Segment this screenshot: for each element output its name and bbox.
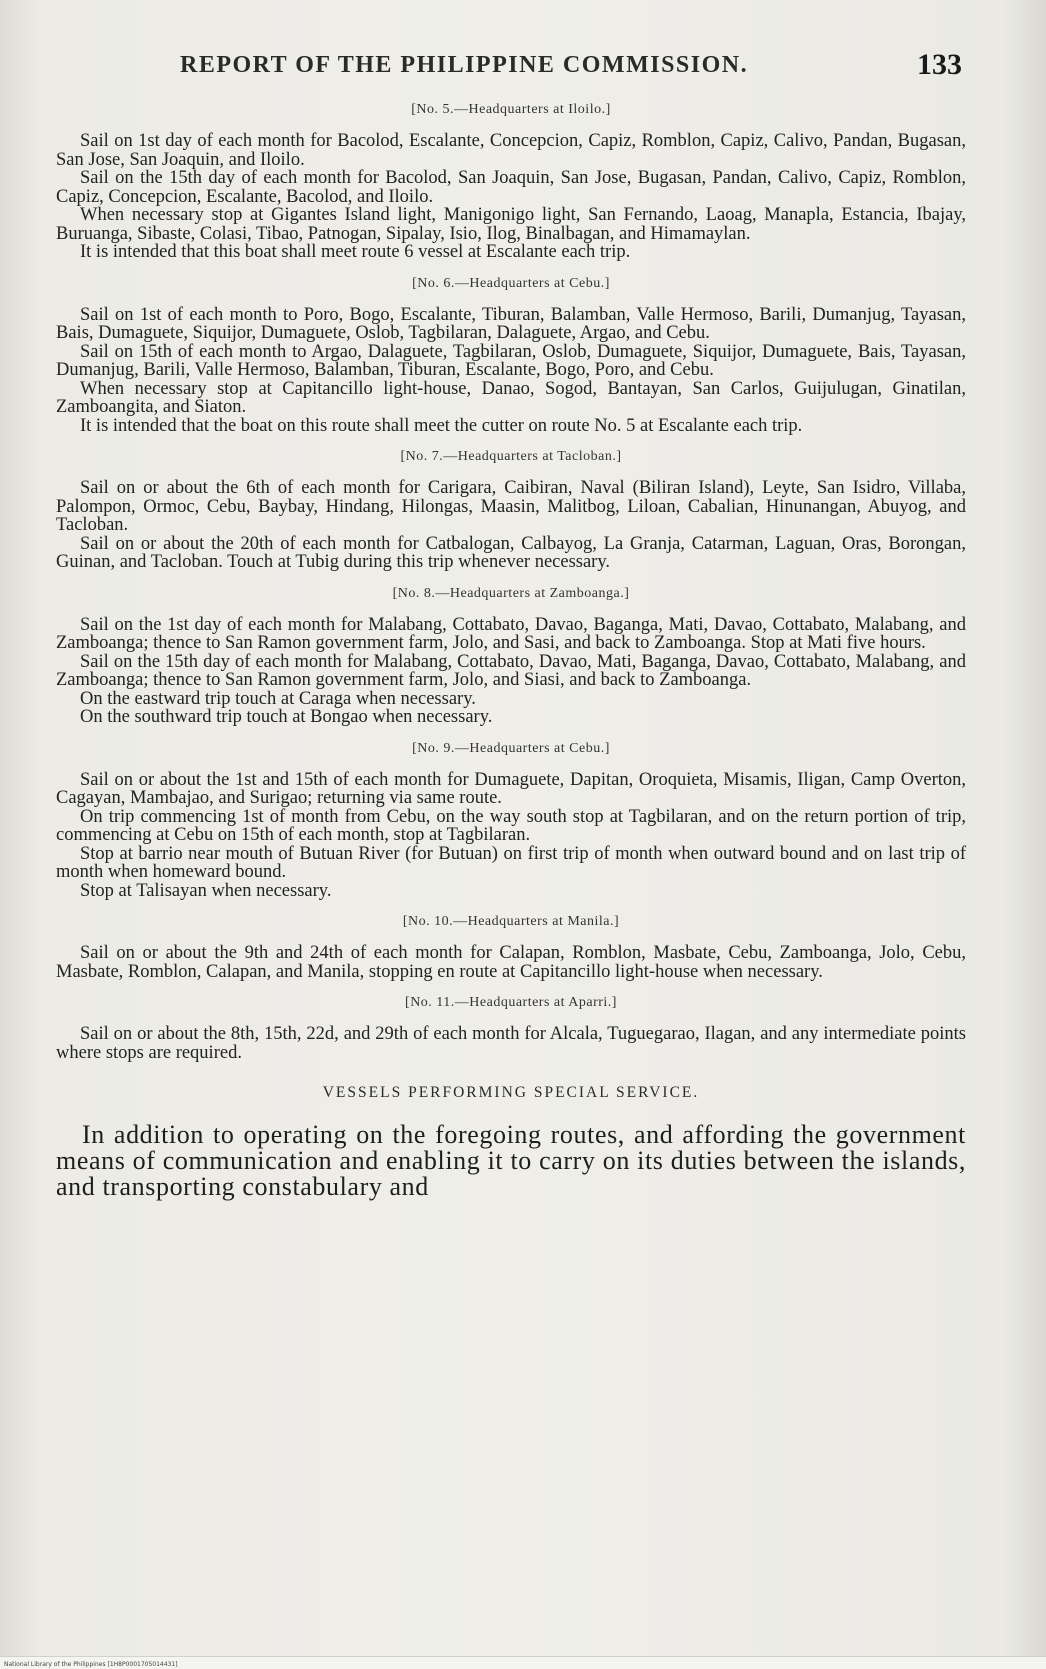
route-paragraph: Sail on the 15th day of each month for Malabang, Cottabato, Davao, Mati, Baganga, Davao, Cottabato, Malabang, and Zamboanga; thence to San Ramon government farm, Jolo, and Siasi, and back to Zamboanga. <box>56 651 966 690</box>
page-header <box>180 48 980 88</box>
route-paragraph: When necessary stop at Gigantes Island light, Manigonigo light, San Fernando, Laoag, Manapla, Estancia, Ibajay, Buruanga, Sibaste, Colasi, Tibao, Patnogan, Sipalay, Isio, Ilog, Binalbagan, and Himamaylan. <box>56 205 966 244</box>
route-paragraph: Sail on the 15th day of each month for Bacolod, San Joaquin, San Jose, Bugasan, Pandan, Calivo, Capiz, Romblon, Capiz, Concepcion, Escalante, Bacolod, and Iloilo. <box>56 168 966 207</box>
route-paragraph: Sail on 1st day of each month for Bacolod, Escalante, Concepcion, Capiz, Romblon, Capiz, Calivo, Pandan, Bugasan, San Jose, San Joaquin, and Iloilo. <box>56 131 966 170</box>
route-paragraph: It is intended that this boat shall meet route 6 vessel at Escalante each trip. <box>80 242 631 262</box>
page-body <box>56 96 966 1200</box>
route-heading: [No. 6.—Headquarters at Cebu.] <box>412 275 610 291</box>
route-heading: [No. 8.—Headquarters at Zamboanga.] <box>392 585 630 601</box>
route-paragraph: It is intended that the boat on this route shall meet the cutter on route No. 5 at Escalante each trip. <box>80 415 803 436</box>
route-paragraph: Sail on or about the 1st and 15th of each month for Dumaguete, Dapitan, Oroquieta, Misamis, Iligan, Camp Overton, Cagayan, Mambajao, and Surigao; returning via same route. <box>56 769 966 808</box>
route-heading: [No. 5.—Headquarters at Iloilo.] <box>411 102 611 117</box>
route-paragraph: When necessary stop at Capitancillo light-house, Danao, Sogod, Bantayan, San Carlos, Guijulugan, Ginatilan, Zamboangita, and Siaton. <box>56 378 966 417</box>
route-heading: [No. 11.—Headquarters at Aparri.] <box>405 995 617 1010</box>
route-paragraph: Sail on or about the 8th, 15th, 22d, and 29th of each month for Alcala, Tuguegarao, Ilagan, and any intermediate points where stops are required. <box>56 1024 966 1063</box>
route-paragraph: On the eastward trip touch at Caraga when necessary. <box>80 688 476 709</box>
route-heading: [No. 10.—Headquarters at Manila.] <box>402 914 620 929</box>
body-paragraph: In addition to operating on the foregoing routes, and affording the government means of communication and enabling it to carry on its duties between the islands, and transporting constabulary and <box>56 1120 966 1201</box>
route-paragraph: Sail on or about the 6th of each month for Carigara, Caibiran, Naval (Biliran Island), Leyte, San Isidro, Villaba, Palompon, Ormoc, Cebu, Baybay, Hindang, Hilongas, Maasin, Malitbog, Liloan, Cabalian, Hinunangan, Abuyog, and Tacloban. <box>56 478 966 535</box>
route-paragraph: On trip commencing 1st of month from Cebu, on the way south stop at Tagbilaran, and on the return portion of trip, commencing at Cebu on 15th of each month, stop at Tagbilaran. <box>56 806 966 845</box>
route-heading: [No. 9.—Headquarters at Cebu.] <box>412 740 610 756</box>
running-title: REPORT OF THE PHILIPPINE COMMISSION. <box>180 52 749 78</box>
scan-footer <box>0 1656 1046 1669</box>
route-paragraph: Stop at Talisayan when necessary. <box>80 880 332 901</box>
page-number: 133 <box>917 48 962 81</box>
footer-text: National Library of the Philippines [1H8P0001705014431] <box>4 1661 178 1668</box>
route-paragraph: Sail on or about the 9th and 24th of each month for Calapan, Romblon, Masbate, Cebu, Zamboanga, Jolo, Cebu, Masbate, Romblon, Calapan, and Manila, stopping en route at Capitancillo light-house when necessary. <box>56 943 966 982</box>
section-heading: VESSELS PERFORMING SPECIAL SERVICE. <box>322 1084 700 1101</box>
route-paragraph: Sail on 1st of each month to Poro, Bogo, Escalante, Tiburan, Balamban, Valle Hermoso, Barili, Dumanjug, Tayasan, Bais, Dumaguete, Siquijor, Dumaguete, Oslob, Tagbilaran, Dalaguete, Argao, and Cebu. <box>56 304 966 343</box>
route-paragraph: On the southward trip touch at Bongao when necessary. <box>80 707 493 727</box>
route-paragraph: Sail on or about the 20th of each month for Catbalogan, Calbayog, La Granja, Catarman, Laguan, Oras, Borongan, Guinan, and Tacloban. Touch at Tubig during this trip whenever necessary. <box>56 533 966 572</box>
route-heading: [No. 7.—Headquarters at Tacloban.] <box>400 449 622 464</box>
route-paragraph: Sail on 15th of each month to Argao, Dalaguete, Tagbilaran, Oslob, Dumaguete, Siquijor, Dumaguete, Bais, Tayasan, Dumanjug, Barili, Valle Hermoso, Balamban, Tiburan, Escalante, Bogo, Poro, and Cebu. <box>56 341 966 380</box>
route-paragraph: Stop at barrio near mouth of Butuan River (for Butuan) on first trip of month when outward bound and on last trip of month when homeward bound. <box>56 843 966 882</box>
route-paragraph: Sail on the 1st day of each month for Malabang, Cottabato, Davao, Baganga, Mati, Davao, Cottabato, Malabang, and Zamboanga; thence to San Ramon government farm, Jolo, and Sasi, and back to Zamboanga. Stop at Mati five hours. <box>56 614 966 653</box>
